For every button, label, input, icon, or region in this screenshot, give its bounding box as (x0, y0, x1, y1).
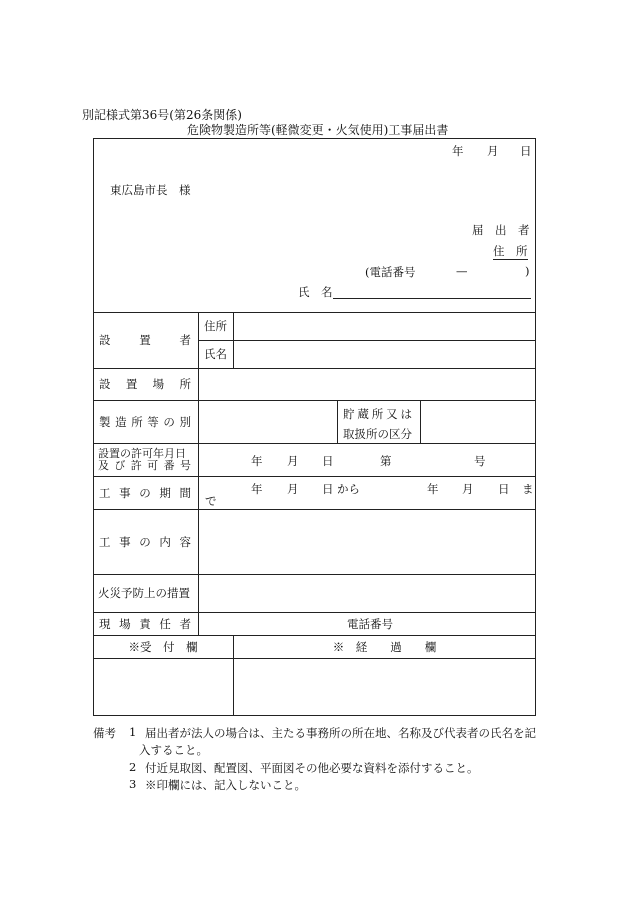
filer-label: 届 出 者 (472, 223, 530, 237)
note-text: ※印欄には、記入しないこと。 (145, 778, 306, 792)
note-number: 2 (129, 760, 137, 774)
supervisor-phone-label: 電話番号 (347, 616, 393, 631)
supervisor-field[interactable] (198, 612, 536, 635)
form-number: 別記様式第36号(第26条関係) (82, 108, 242, 122)
content-label: 工 事 の 内 容 (99, 534, 191, 549)
date-day: 日 (520, 144, 532, 158)
progress-header: ※ 経 過 欄 (332, 639, 437, 654)
location-label: 設 置 場 所 (99, 377, 191, 391)
form-title: 危険物製造所等(軽微変更・火気使用)工事届出書 (187, 123, 449, 137)
facility-type-label: 製 造 所 等 の 別 (99, 414, 191, 429)
location-field[interactable] (198, 368, 536, 400)
installer-address-label: 住所 (204, 319, 227, 333)
note-text: 付近見取図、配置図、平面図その他必要な資料を添付すること。 (145, 761, 479, 775)
filer-address-label: 住 所 (493, 244, 528, 258)
period-label: 工 事 の 期 間 (99, 485, 191, 500)
note-number: 1 (129, 725, 137, 739)
period-value-field[interactable]: 年 月 日 から 年 月 日 ま で (205, 482, 534, 508)
phone-open: (電話番号 (365, 265, 416, 279)
fire-prevention-field[interactable] (198, 574, 536, 612)
note-text: 届出者が法人の場合は、主たる事務所の所在地、名称及び代表者の氏名を記 (145, 726, 536, 740)
reception-header: ※受 付 欄 (128, 639, 198, 654)
name-underline (333, 298, 531, 299)
phone-dash: — (456, 264, 468, 278)
fire-prevention-label: 火災予防上の措置 (98, 586, 190, 600)
permit-value-field[interactable]: 年 月 日 第 号 (251, 454, 486, 468)
notes-label: 備考 (93, 726, 116, 740)
supervisor-label: 現 場 責 任 者 (99, 616, 191, 631)
storage-type-field[interactable] (420, 400, 536, 443)
note-number: 3 (129, 777, 137, 791)
permit-label: 設置の許可年月日 及 び 許 可 番 号 (98, 447, 191, 472)
phone-close: ) (525, 264, 530, 278)
storage-type-label: 貯 蔵 所 又 は 取扱所の区分 (343, 407, 412, 441)
installer-label: 設 置 者 (99, 333, 191, 347)
filer-name-label: 氏 名 (298, 285, 333, 299)
facility-type-field[interactable] (198, 400, 337, 443)
date-year: 年 (452, 144, 464, 158)
progress-field (233, 658, 536, 716)
addressee: 東広島市長 様 (110, 183, 191, 197)
installer-name-label: 氏名 (204, 347, 227, 361)
reception-field (93, 658, 233, 716)
date-month: 月 (487, 144, 499, 158)
note-text: 入すること。 (139, 743, 208, 757)
installer-name-field[interactable] (233, 340, 536, 368)
content-field[interactable] (198, 509, 536, 574)
installer-address-field[interactable] (233, 312, 536, 340)
